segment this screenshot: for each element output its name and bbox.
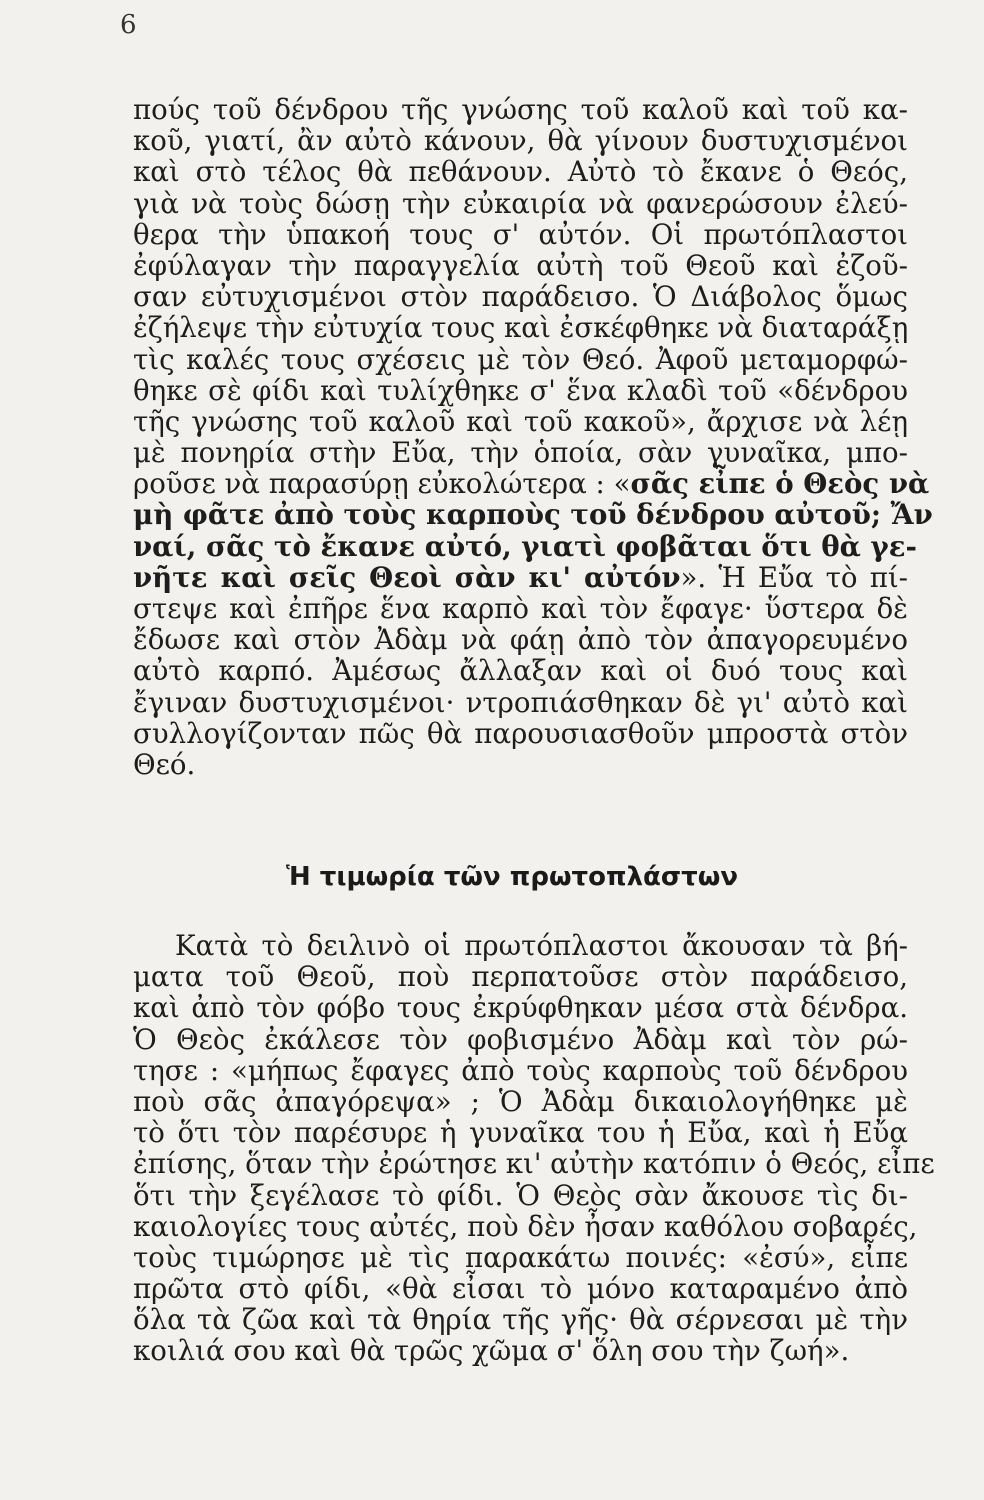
text-segment: ροῦσε νὰ παρασύρῃ εὐκολώτερα : « — [133, 467, 631, 501]
text-segment: τὸ ὅτι τὸν παρέσυρε ἡ γυναῖκα του ἡ Εὔα, καὶ ἡ Εὔα — [133, 1116, 908, 1150]
text-segment: ἔγιναν δυστυχισμένοι· ντροπιάσθηκαν δὲ γι' αὐτὸ καὶ — [133, 685, 908, 719]
body-text-section-2 — [133, 929, 935, 1368]
text-segment: ὅτι τὴν ξεγέλασε τὸ φίδι. Ὁ Θεὸς σὰν ἄκουσε τὶς δι- — [133, 1178, 908, 1212]
text-line — [133, 219, 908, 250]
text-line — [133, 375, 908, 406]
text-line — [133, 655, 908, 686]
page-number: 6 — [120, 10, 137, 40]
bold-text-segment: μὴ φᾶτε ἀπὸ τοὺς καρποὺς τοῦ δένδρου αὐτοῦ; Ἄν — [133, 498, 933, 532]
text-line — [133, 1180, 908, 1211]
text-line — [133, 1273, 908, 1304]
text-line — [133, 529, 917, 563]
text-line — [133, 593, 908, 624]
text-segment: καιολογίες τους αὐτές, ποὺ δὲν ἦσαν καθόλου σοβαρές, — [133, 1209, 918, 1243]
text-line — [133, 467, 930, 501]
text-segment: ἐπίσης, ὅταν τὴν ἐρώτησε κι' αὐτὴν κατόπιν ὁ Θεός, εἶπε — [133, 1147, 935, 1181]
text-line — [133, 1335, 908, 1366]
text-segment: τὶς καλές τους σχέσεις μὲ τὸν Θεό. Ἀφοῦ μεταμορφώ- — [133, 342, 908, 376]
text-segment: καὶ στὸ τέλος θὰ πεθάνουν. Αὐτὸ τὸ ἔκανε ὁ Θεός, — [133, 155, 908, 189]
text-segment: ἐφύλαγαν τὴν παραγγελία αὐτὴ τοῦ Θεοῦ καὶ ἐζοῦ- — [133, 248, 908, 282]
text-line — [133, 1147, 935, 1181]
text-segment: ». Ἡ Εὔα τὸ πί- — [680, 560, 908, 594]
text-segment: Ὁ Θεὸς ἐκάλεσε τὸν φοβισμένο Ἀδὰμ καὶ τὸν ρώ- — [133, 1022, 908, 1056]
text-segment: αὐτὸ καρπό. Ἀμέσως ἄλλαξαν καὶ οἱ δυό τους καὶ — [133, 654, 908, 688]
text-line — [133, 250, 908, 281]
text-segment: κοιλιά σου καὶ θὰ τρῶς χῶμα σ' ὅλη σου τὴν ζωή». — [133, 1334, 850, 1368]
text-segment: Κατὰ τὸ δειλινὸ οἱ πρωτόπλαστοι ἄκουσαν τὰ βή- — [175, 929, 908, 962]
section-heading: Ἡ τιμωρία τῶν πρωτοπλάστων — [285, 862, 739, 892]
text-segment: θηκε σὲ φίδι καὶ τυλίχθηκε σ' ἕνα κλαδὶ τοῦ «δένδρου — [133, 373, 908, 407]
text-line — [133, 1086, 908, 1117]
bold-text-segment: νῆτε καὶ σεῖς Θεοὶ σὰν κι' αὐτόν — [133, 560, 681, 594]
text-line — [133, 624, 908, 655]
text-line — [133, 562, 908, 593]
text-line — [133, 992, 908, 1023]
bold-text-segment: ναί, σᾶς τὸ ἔκανε αὐτό, γιατὶ φοβᾶται ὅτι θὰ γε- — [133, 529, 917, 563]
text-line — [133, 406, 908, 437]
text-segment: θερα τὴν ὑπακοή τους σ' αὐτόν. Οἱ πρωτόπλαστοι — [133, 217, 908, 251]
text-segment: συλλογίζονταν πῶς θὰ παρουσιασθοῦν μπροστὰ στὸν — [133, 716, 908, 750]
text-segment: ὅλα τὰ ζῶα καὶ τὰ θηρία τῆς γῆς· θὰ σέρνεσαι μὲ τὴν — [133, 1303, 908, 1337]
text-segment: καὶ ἀπὸ τὸν φόβο τους ἐκρύφθηκαν μέσα στὰ δένδρα. — [133, 991, 908, 1025]
text-line — [133, 1209, 918, 1243]
text-line — [133, 344, 908, 375]
text-line — [133, 1242, 908, 1273]
text-line — [133, 930, 908, 961]
text-segment: μὲ πονηρία στὴν Εὔα, τὴν ὁποία, σὰν γυναῖκα, μπο- — [133, 436, 908, 470]
text-line — [133, 188, 908, 219]
text-line — [133, 687, 908, 718]
text-line — [133, 437, 908, 468]
text-segment: σαν εὐτυχισμένοι στὸν παράδεισο. Ὁ Διάβολος ὅμως — [133, 280, 908, 314]
body-text-section-1 — [133, 93, 933, 781]
text-line — [133, 1055, 908, 1086]
text-line — [133, 718, 908, 749]
text-line — [133, 749, 908, 780]
text-line — [133, 125, 908, 156]
text-line — [133, 156, 908, 187]
text-segment: ἐζήλεψε τὴν εὐτυχία τους καὶ ἐσκέφθηκε νὰ διαταράξῃ — [133, 311, 909, 345]
text-segment: κοῦ, γιατί, ἂν αὐτὸ κάνουν, θὰ γίνουν δυστυχισμένοι — [133, 124, 908, 158]
text-segment: τησε : «μήπως ἔφαγες ἀπὸ τοὺς καρποὺς τοῦ δένδρου — [133, 1053, 908, 1087]
text-line — [133, 1117, 908, 1148]
text-line — [133, 1024, 908, 1055]
text-line — [133, 281, 908, 312]
text-segment: Θεό. — [133, 747, 196, 781]
text-segment: τοὺς τιμώρησε μὲ τὶς παρακάτω ποινές: «ἐσύ», εἶπε — [133, 1240, 908, 1274]
text-segment: τῆς γνώσης τοῦ καλοῦ καὶ τοῦ κακοῦ», ἄρχισε νὰ λέῃ — [133, 404, 908, 438]
text-segment: πούς τοῦ δένδρου τῆς γνώσης τοῦ καλοῦ καὶ τοῦ κα- — [133, 93, 908, 126]
text-segment: στεψε καὶ ἐπῆρε ἕνα καρπὸ καὶ τὸν ἔφαγε· ὕστερα δὲ — [133, 592, 908, 625]
text-segment: γιὰ νὰ τοὺς δώσῃ τὴν εὐκαιρία νὰ φανερώσουν ἐλεύ- — [133, 186, 908, 220]
bold-text-segment: σᾶς εἶπε ὁ Θεὸς νὰ — [630, 467, 930, 501]
text-segment: ματα τοῦ Θεοῦ, ποὺ περπατοῦσε στὸν παράδεισο, — [133, 960, 908, 994]
text-segment: πρῶτα στὸ φίδι, «θὰ εἶσαι τὸ μόνο καταραμένο ἀπὸ — [133, 1272, 908, 1306]
text-line — [133, 961, 908, 992]
text-segment: ποὺ σᾶς ἀπαγόρεψα» ; Ὁ Ἀδὰμ δικαιολογήθηκε μὲ — [133, 1084, 908, 1118]
text-line — [133, 312, 908, 343]
text-line — [133, 498, 933, 532]
text-line — [133, 94, 908, 125]
text-line — [133, 1304, 908, 1335]
text-segment: ἔδωσε καὶ στὸν Ἀδὰμ νὰ φάῃ ἀπὸ τὸν ἀπαγορευμένο — [133, 623, 908, 657]
